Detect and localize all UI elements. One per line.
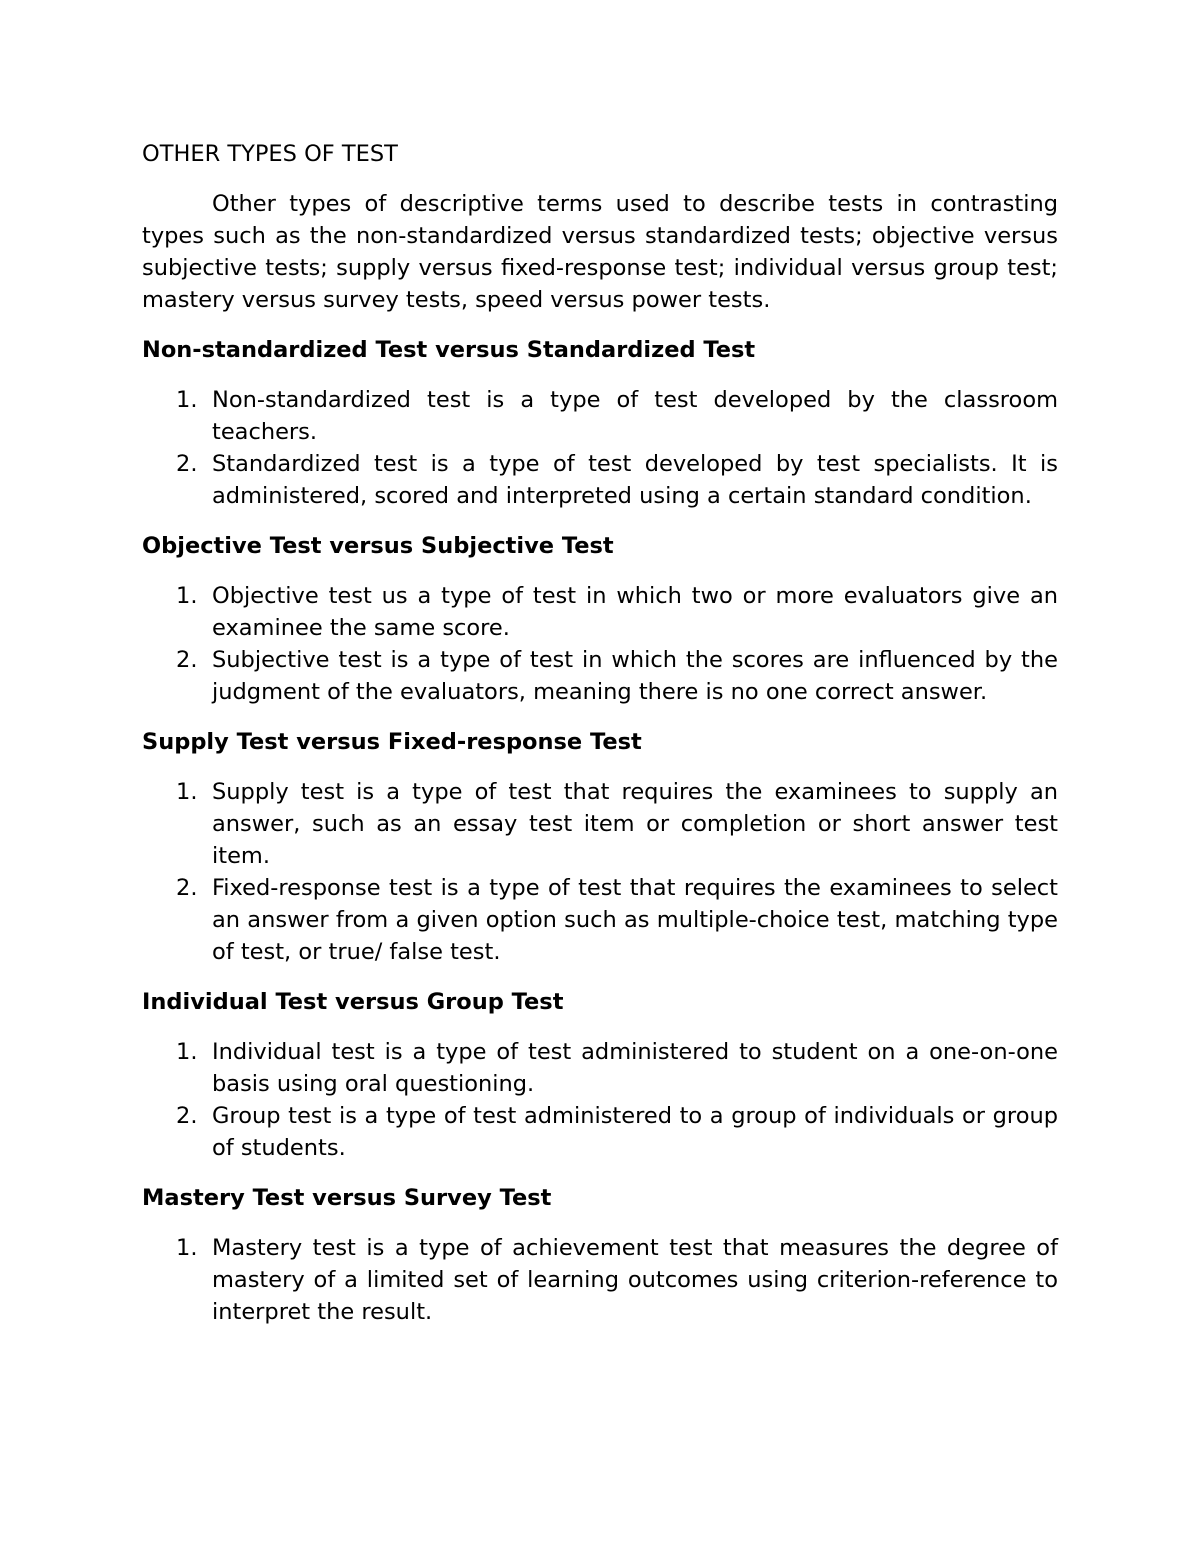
list-item-text: Supply test is a type of test that requires the examinees to supply an answer, such as an essay test item or completion or short answer test item. <box>212 779 1058 869</box>
list-item-text: Group test is a type of test administered to a group of individuals or group of students. <box>212 1103 1058 1161</box>
list-number: 1. <box>176 583 198 609</box>
list-item <box>142 448 1058 512</box>
numbered-list <box>142 384 1058 512</box>
list-item <box>142 1036 1058 1100</box>
section-heading: Non-standardized Test versus Standardized Test <box>142 337 756 363</box>
section-non-standardized-vs-standardized <box>142 334 1058 512</box>
list-item <box>142 1232 1058 1328</box>
document-title: OTHER TYPES OF TEST <box>142 141 398 167</box>
list-number: 1. <box>176 1235 198 1261</box>
section-objective-vs-subjective <box>142 530 1058 708</box>
list-number: 1. <box>176 779 198 805</box>
list-item-text: Standardized test is a type of test developed by test specialists. It is administered, scored and interpreted using a certain standard condition. <box>212 451 1058 509</box>
list-item-text: Mastery test is a type of achievement test that measures the degree of mastery of a limited set of learning outcomes using criterion-reference to interpret the result. <box>212 1235 1058 1325</box>
list-item-text: Subjective test is a type of test in which the scores are influenced by the judgment of the evaluators, meaning there is no one correct answer. <box>212 647 1058 705</box>
list-item <box>142 776 1058 872</box>
section-heading: Individual Test versus Group Test <box>142 989 564 1015</box>
section-mastery-vs-survey <box>142 1182 1058 1328</box>
section-heading: Objective Test versus Subjective Test <box>142 533 614 559</box>
list-number: 2. <box>176 451 198 477</box>
list-number: 2. <box>176 1103 198 1129</box>
intro-paragraph: Other types of descriptive terms used to describe tests in contrasting types such as the non-standardized versus standardized tests; objective versus subjective tests; supply versus fixed-response test; individual versus group test; mastery versus survey tests, speed versus power tests. <box>142 191 1058 313</box>
list-item <box>142 1100 1058 1164</box>
list-item-text: Individual test is a type of test administered to student on a one-on-one basis using oral questioning. <box>212 1039 1058 1097</box>
list-number: 1. <box>176 1039 198 1065</box>
list-item <box>142 872 1058 968</box>
list-number: 2. <box>176 647 198 673</box>
list-item <box>142 384 1058 448</box>
section-heading: Mastery Test versus Survey Test <box>142 1185 552 1211</box>
section-heading: Supply Test versus Fixed-response Test <box>142 729 642 755</box>
list-item-text: Objective test us a type of test in which two or more evaluators give an examinee the same score. <box>212 583 1058 641</box>
numbered-list <box>142 580 1058 708</box>
list-number: 1. <box>176 387 198 413</box>
list-item-text: Fixed-response test is a type of test that requires the examinees to select an answer from a given option such as multiple-choice test, matching type of test, or true/ false test. <box>212 875 1058 965</box>
document-page <box>142 138 1058 1346</box>
section-supply-vs-fixed-response <box>142 726 1058 968</box>
numbered-list <box>142 1036 1058 1164</box>
list-item <box>142 644 1058 708</box>
numbered-list <box>142 1232 1058 1328</box>
list-number: 2. <box>176 875 198 901</box>
numbered-list <box>142 776 1058 968</box>
list-item-text: Non-standardized test is a type of test developed by the classroom teachers. <box>212 387 1058 445</box>
section-individual-vs-group <box>142 986 1058 1164</box>
list-item <box>142 580 1058 644</box>
